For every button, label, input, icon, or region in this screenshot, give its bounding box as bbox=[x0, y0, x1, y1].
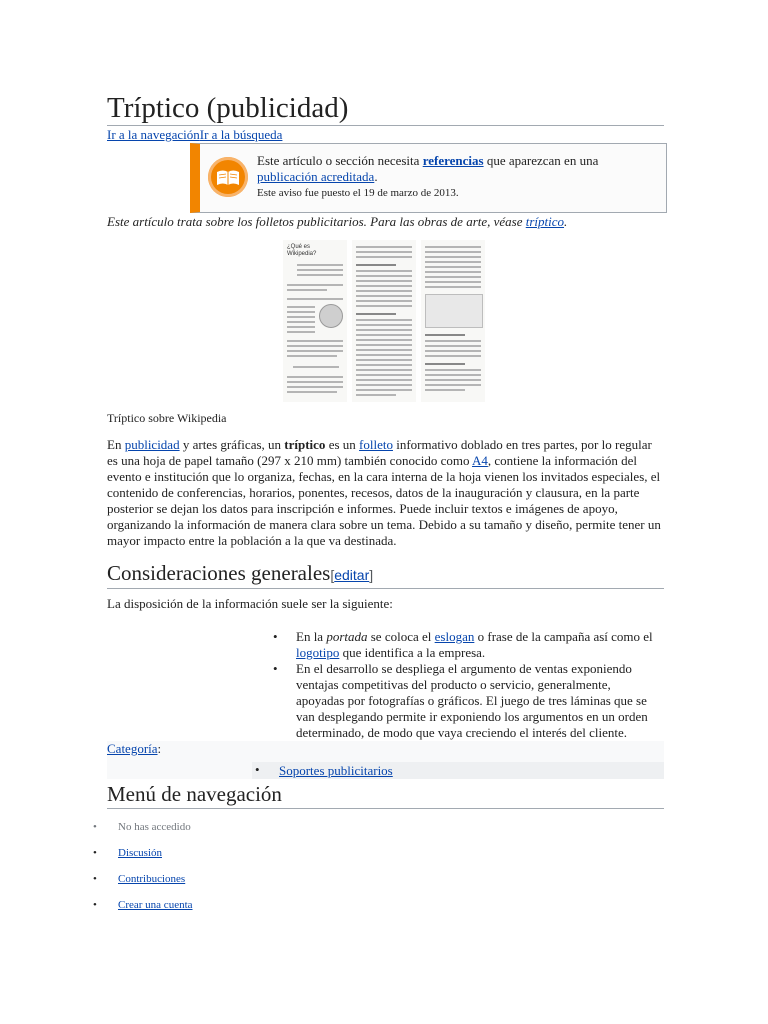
brochure-panel-middle bbox=[352, 240, 416, 402]
contributions-link[interactable]: Contribuciones bbox=[118, 873, 186, 885]
bullet-icon: • bbox=[93, 873, 97, 885]
bullet-icon: • bbox=[93, 847, 97, 859]
jump-to-navigation-link[interactable]: Ir a la navegación bbox=[107, 127, 200, 142]
nav-item-create-account bbox=[93, 898, 193, 924]
create-account-link[interactable]: Crear una cuenta bbox=[118, 899, 193, 911]
wikipedia-globe-icon bbox=[319, 304, 343, 328]
screenshot-thumbnail bbox=[425, 294, 483, 328]
publicidad-link[interactable]: publicidad bbox=[124, 437, 180, 452]
list-item: • En el desarrollo se despliega el argumento de ventas exponiendo ventajas competitivas del producto o servicio, generalmente, apoyadas por fotografías o gráficos. El juego de tres láminas que se van desplegando permite ir exponiendo los argumentos en un orden determinado, de modo que vaya creciendo el interés del cliente. bbox=[273, 661, 648, 740]
notice-date: Este aviso fue puesto el 19 de marzo de 2013. bbox=[257, 187, 459, 199]
hatnote: Este artículo trata sobre los folletos publicitarios. Para las obras de arte, véase tríptico. bbox=[107, 214, 568, 229]
section-intro: La disposición de la información suele ser la siguiente: bbox=[107, 596, 393, 611]
brochure-panel-right bbox=[421, 240, 485, 402]
talk-link[interactable]: Discusión bbox=[118, 847, 162, 859]
bullet-icon: • bbox=[273, 661, 278, 676]
eslogan-link[interactable]: eslogan bbox=[434, 629, 475, 644]
edit-link[interactable]: editar bbox=[334, 567, 370, 583]
bullet-icon: • bbox=[93, 899, 97, 911]
book-icon bbox=[208, 157, 248, 197]
page-title: Tríptico (publicidad) bbox=[107, 92, 664, 126]
category-list bbox=[252, 762, 664, 779]
a4-link[interactable]: A4 bbox=[472, 453, 488, 468]
nav-item-contributions bbox=[93, 872, 193, 898]
layout-list bbox=[270, 629, 662, 741]
folleto-link[interactable]: folleto bbox=[359, 437, 393, 452]
references-notice bbox=[190, 143, 667, 213]
image-caption: Tríptico sobre Wikipedia bbox=[107, 411, 227, 425]
bold-term: tríptico bbox=[284, 437, 326, 452]
intro-paragraph: En publicidad y artes gráficas, un tríptico es un folleto informativo doblado en tres partes, por lo regular es una hoja de papel tamaño (297 x 210 mm) también conocido como A4, contiene la información del evento e institución que lo organiza, fechas, en la cara interna de la hoja vienen los invitados especiales, el contenido de conferencias, horarios, ponentes, recesos, datos de la inauguración y clausura, en la parte posterior se dejan los datos para inscripción e informes. Puede incluir textos e imágenes de apoyo, organizando la información de manera clara sobre un tema. Debido a su tamaño y diseño, permite tener un mayor impacto entre la población a la que va destinada. bbox=[107, 437, 661, 548]
brochure-panel-left bbox=[283, 240, 347, 402]
bullet-icon: • bbox=[93, 821, 97, 833]
bullet-icon: • bbox=[273, 629, 278, 644]
category-label: Categoría: bbox=[107, 741, 162, 756]
nav-item-not-logged: • No has accedido bbox=[93, 821, 191, 833]
logotipo-link[interactable]: logotipo bbox=[296, 645, 340, 660]
personal-nav-list bbox=[93, 820, 193, 924]
list-item: • En la portada se coloca el eslogan o frase de la campaña así como el logotipo que identifica a la empresa. bbox=[273, 629, 653, 660]
jump-links bbox=[107, 127, 282, 143]
jump-to-search-link[interactable]: Ir a la búsqueda bbox=[199, 127, 283, 142]
category-bar bbox=[107, 741, 664, 779]
references-link[interactable]: referencias bbox=[422, 153, 484, 168]
notice-text: Este artículo o sección necesita referencias que aparezcan en una publicación acreditada. Este aviso fue puesto el 19 de marzo de 2013. bbox=[257, 153, 662, 201]
accredited-publication-link[interactable]: publicación acreditada bbox=[257, 169, 375, 184]
bullet-icon: • bbox=[255, 762, 260, 777]
edit-section: [editar] bbox=[330, 567, 374, 583]
brochure-panel-title: ¿Qué es Wikipedia? bbox=[287, 244, 317, 257]
category-item-soportes[interactable]: Soportes publicitarios bbox=[279, 763, 393, 778]
triptico-link[interactable]: tríptico bbox=[525, 214, 565, 229]
section-heading-considerations: Consideraciones generales[editar] bbox=[107, 560, 664, 589]
nav-item-talk bbox=[93, 846, 193, 872]
navigation-menu-heading: Menú de navegación bbox=[107, 780, 664, 809]
category-link[interactable]: Categoría bbox=[107, 741, 158, 756]
brochure-image[interactable] bbox=[283, 240, 488, 402]
